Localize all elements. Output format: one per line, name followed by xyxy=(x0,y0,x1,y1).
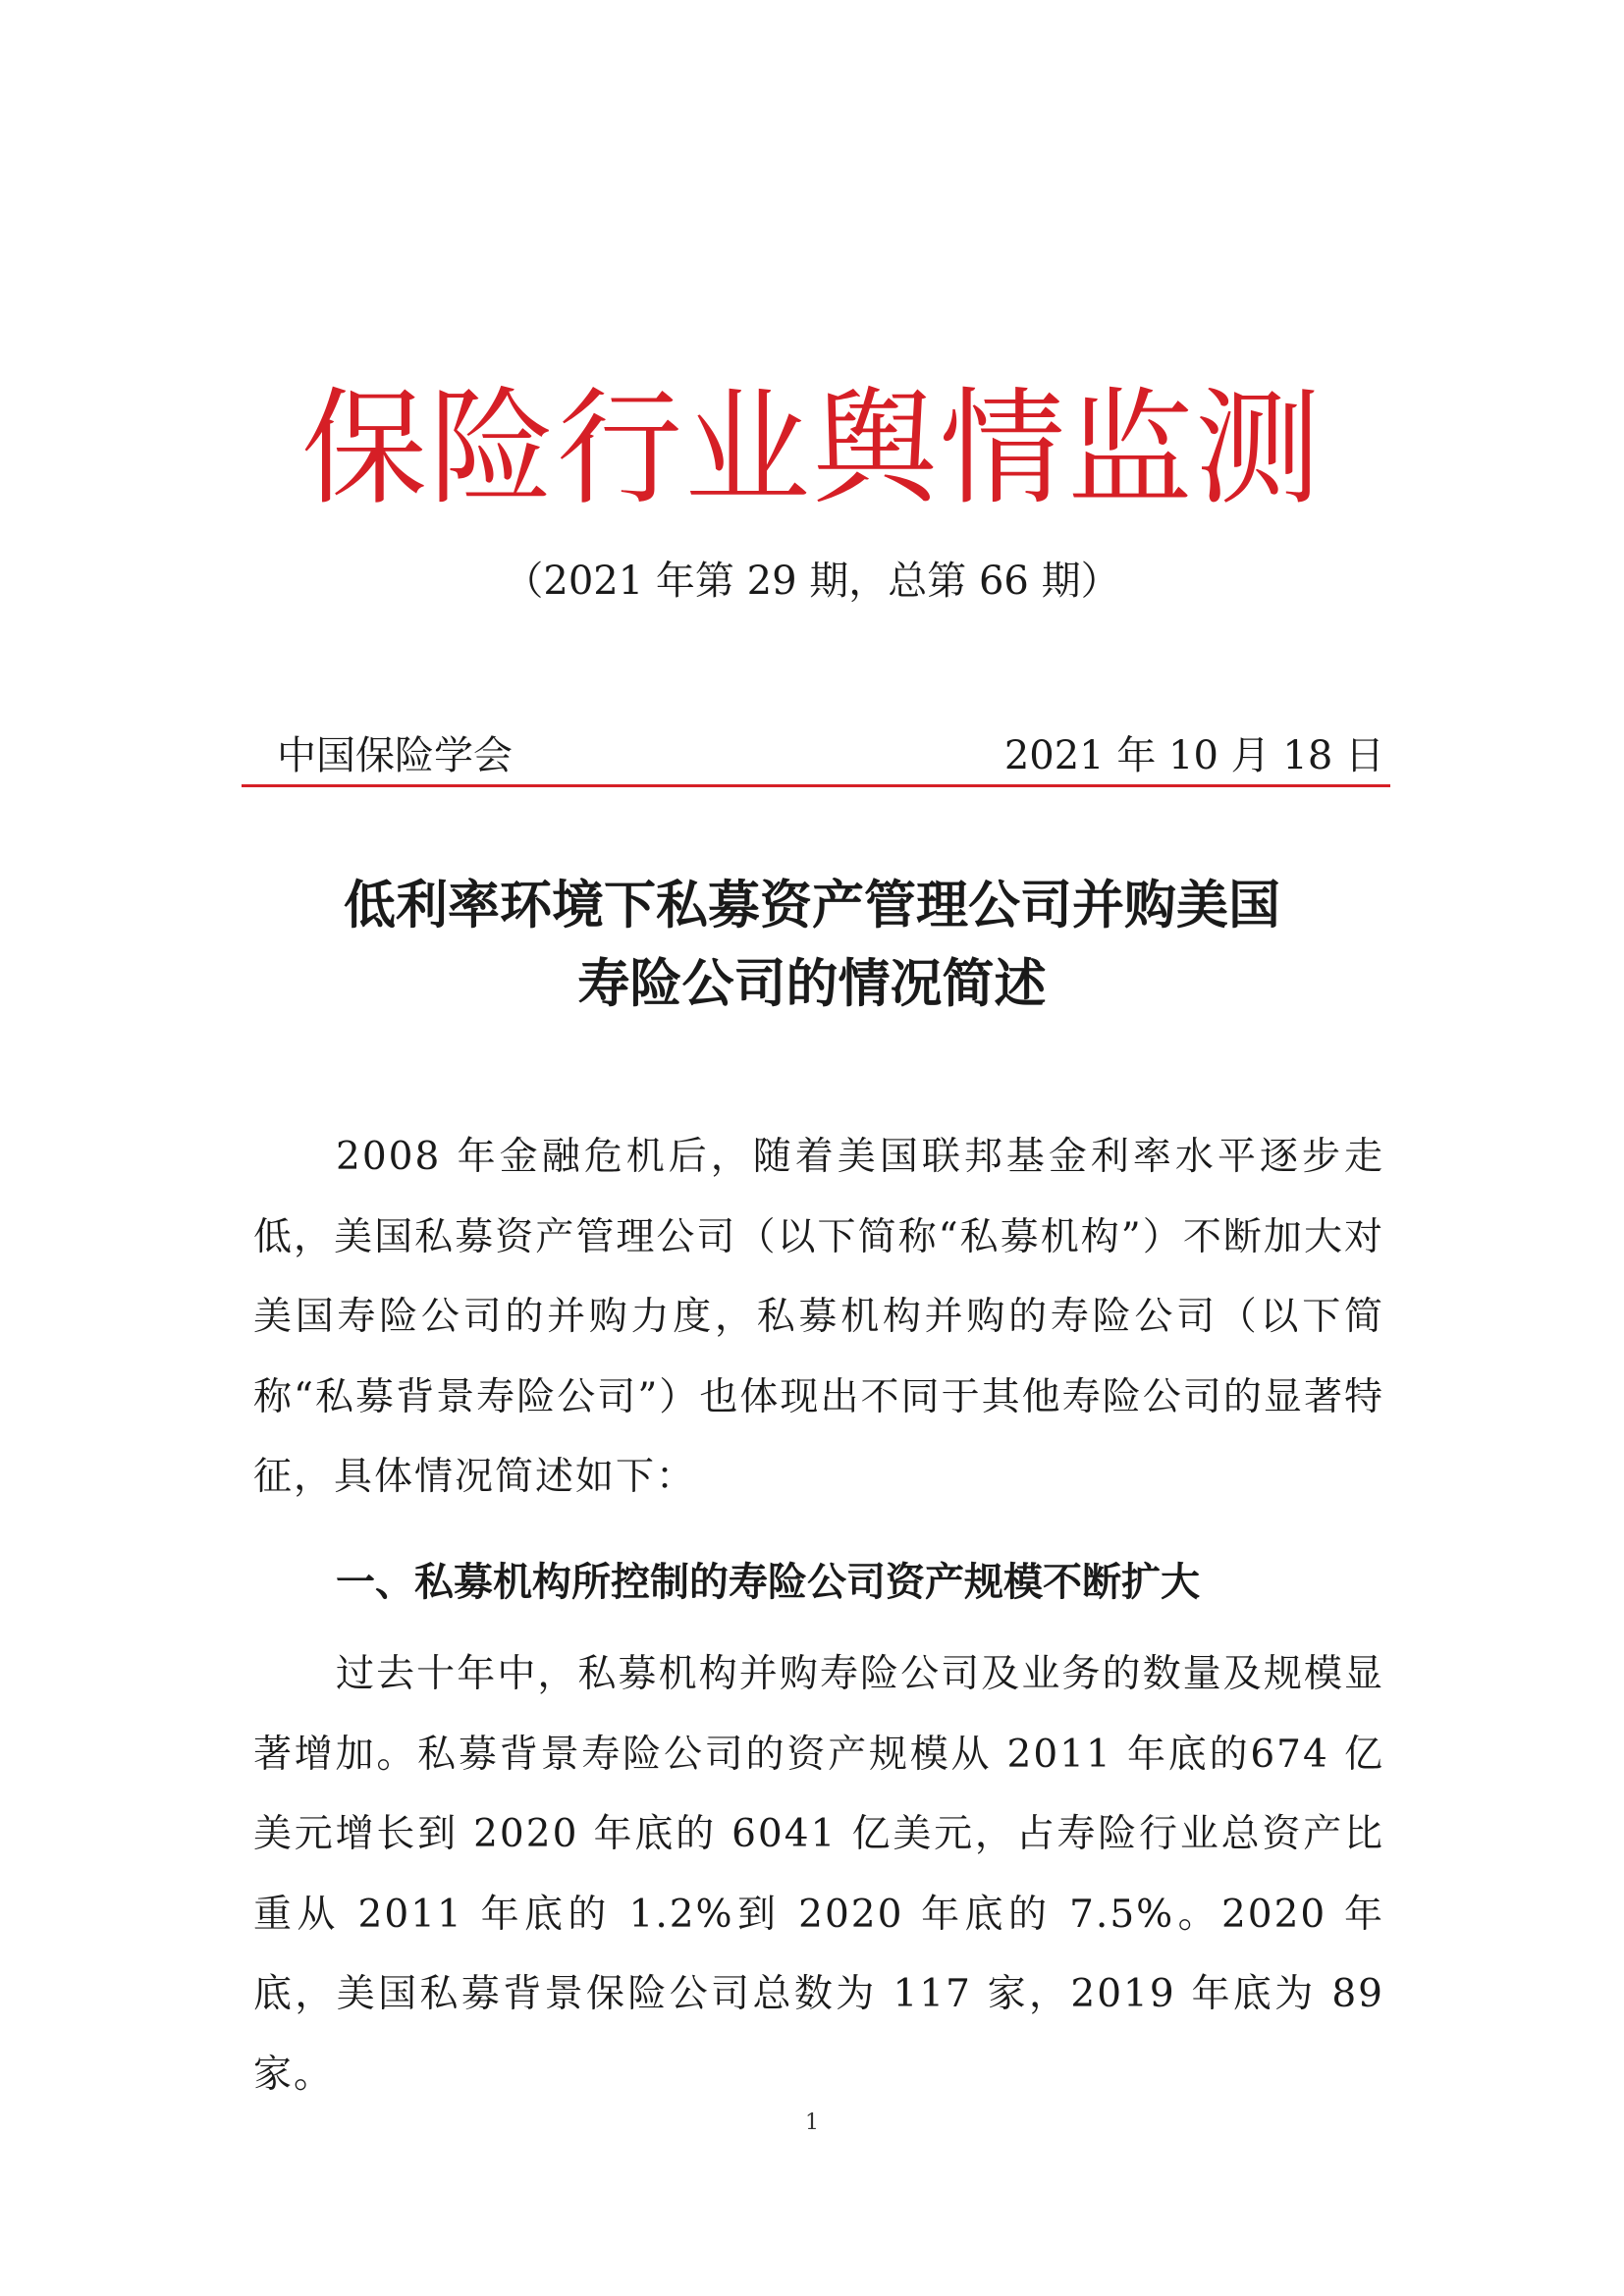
masthead-title: 保险行业舆情监测 xyxy=(300,376,1323,522)
issue-number: （2021 年第 29 期，总第 66 期） xyxy=(504,559,1120,604)
article-title-line-2: 寿险公司的情况简述 xyxy=(577,954,1047,1014)
publisher-name: 中国保险学会 xyxy=(277,733,513,778)
article-title xyxy=(226,867,1398,1024)
section-paragraph: 过去十年中，私募机构并购寿险公司及业务的数量及规模显著增加。私募背景寿险公司的资产规模从 2011 年底的674 亿美元增长到 2020 年底的 6041 亿美元，占寿险行业总资产比重从 2011 年底的 1.2%到 2020 年底的 7.5%。2020 年底，美国私募背景保险公司总数为 117 家，2019 年底为 89 家。 xyxy=(253,1652,1384,2097)
publication-meta xyxy=(242,728,1390,783)
intro-paragraph: 2008 年金融危机后，随着美国联邦基金利率水平逐步走低，美国私募资产管理公司（以下简称“私募机构”）不断加大对美国寿险公司的并购力度，私募机构并购的寿险公司（以下简称“私募背景寿险公司”）也体现出不同于其他寿险公司的显著特征，具体情况简述如下： xyxy=(253,1135,1384,1499)
section-heading: 一、私募机构所控制的寿险公司资产规模不断扩大 xyxy=(336,1560,1200,1605)
publication-date: 2021 年 10 月 18 日 xyxy=(1003,733,1384,778)
red-divider xyxy=(242,784,1390,787)
page-number: 1 xyxy=(805,2110,819,2135)
article-title-line-1: 低利率环境下私募资产管理公司并购美国 xyxy=(344,876,1280,935)
